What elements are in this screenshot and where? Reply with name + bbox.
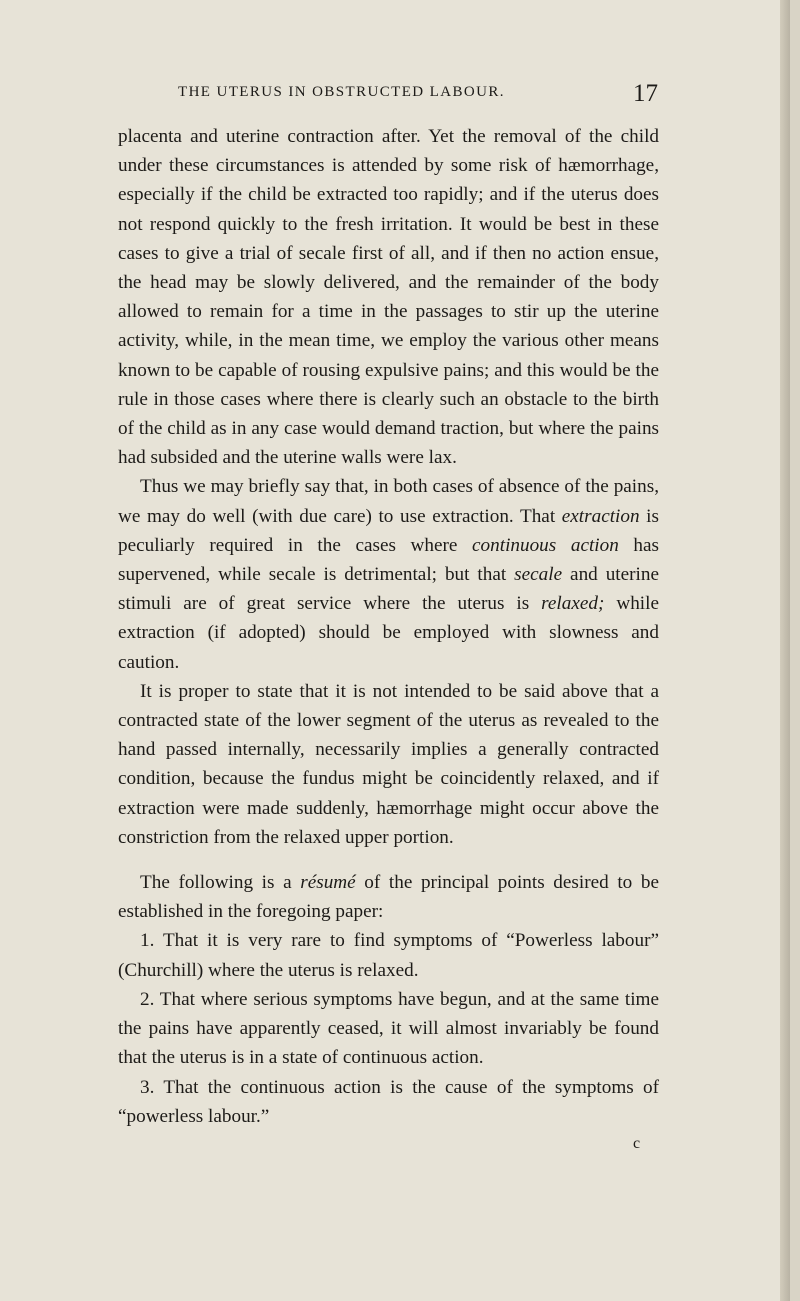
text-run: is peculiarly required in the cases where <box>118 505 659 556</box>
list-item-2: 2. That where serious symptoms have begun, and at the same time the pains have apparently ceased, it will almost invariably be found that the uterus is in a state of continuous action. <box>118 988 659 1069</box>
text-run: while extraction (if adopted) should be employed with slowness and caution. <box>118 593 659 673</box>
list-item-1: 1. That it is very rare to find symptoms of “Powerless labour” (Churchill) where the uterus is relaxed. <box>118 930 659 981</box>
paragraph-resume-intro <box>118 868 659 926</box>
page-header <box>178 80 658 110</box>
text-run: The following is a <box>140 872 301 894</box>
italic-term: extraction <box>561 505 640 527</box>
signature-mark: c <box>633 1135 641 1152</box>
body-text <box>118 122 659 1131</box>
text-run: of the principal points desired to be established in the foregoing paper: <box>118 872 659 923</box>
italic-term: résumé <box>300 872 356 894</box>
italic-term: secale <box>514 564 563 586</box>
paragraph-contracted-segment: It is proper to state that it is not intended to be said above that a contracted state of the lower segment of the uterus as revealed to the hand passed internally, necessarily implies a generally contracted condition, because the fundus might be coincidently relaxed, and if extraction were made suddenly, hæmorrhage might occur above the constriction from the relaxed upper portion. <box>118 680 659 848</box>
italic-term: relaxed; <box>541 593 605 615</box>
paragraph-continuation: placenta and uterine contraction after. Yet the removal of the child under these circumstances is attended by some risk of hæmorrhage, especially if the child be extracted too rapidly; and if the uterus does not respond quickly to the fresh irritation. It would be best in these cases to give a trial of secale first of all, and if then no action ensue, the head may be slowly delivered, and the remainder of the body allowed to remain for a time in the passages to stir up the uterine activity, while, in the mean time, we employ the various other means known to be capable of rousing expulsive pains; and this would be the rule in those cases where there is clearly such an obstacle to the birth of the child as in any case would demand traction, but where the pains had subsided and the uterine walls were lax. <box>118 126 659 469</box>
running-title: THE UTERUS IN OBSTRUCTED LABOUR. <box>178 84 505 100</box>
paragraph-extraction-summary <box>118 472 659 676</box>
text-run: has supervened, while secale is detrimental; but that <box>118 534 660 586</box>
text-run: and uterine stimuli are of great service where the uterus is <box>118 564 659 615</box>
page-edge <box>780 0 790 1301</box>
page-number: 17 <box>633 80 658 107</box>
list-item-3: 3. That the continuous action is the cause of the symptoms of “powerless labour.” <box>118 1076 659 1127</box>
italic-term: continuous action <box>472 534 619 556</box>
text-run: Thus we may briefly say that, in both cases of absence of the pains, we may do well (with due care) to use extraction. That <box>118 476 659 527</box>
